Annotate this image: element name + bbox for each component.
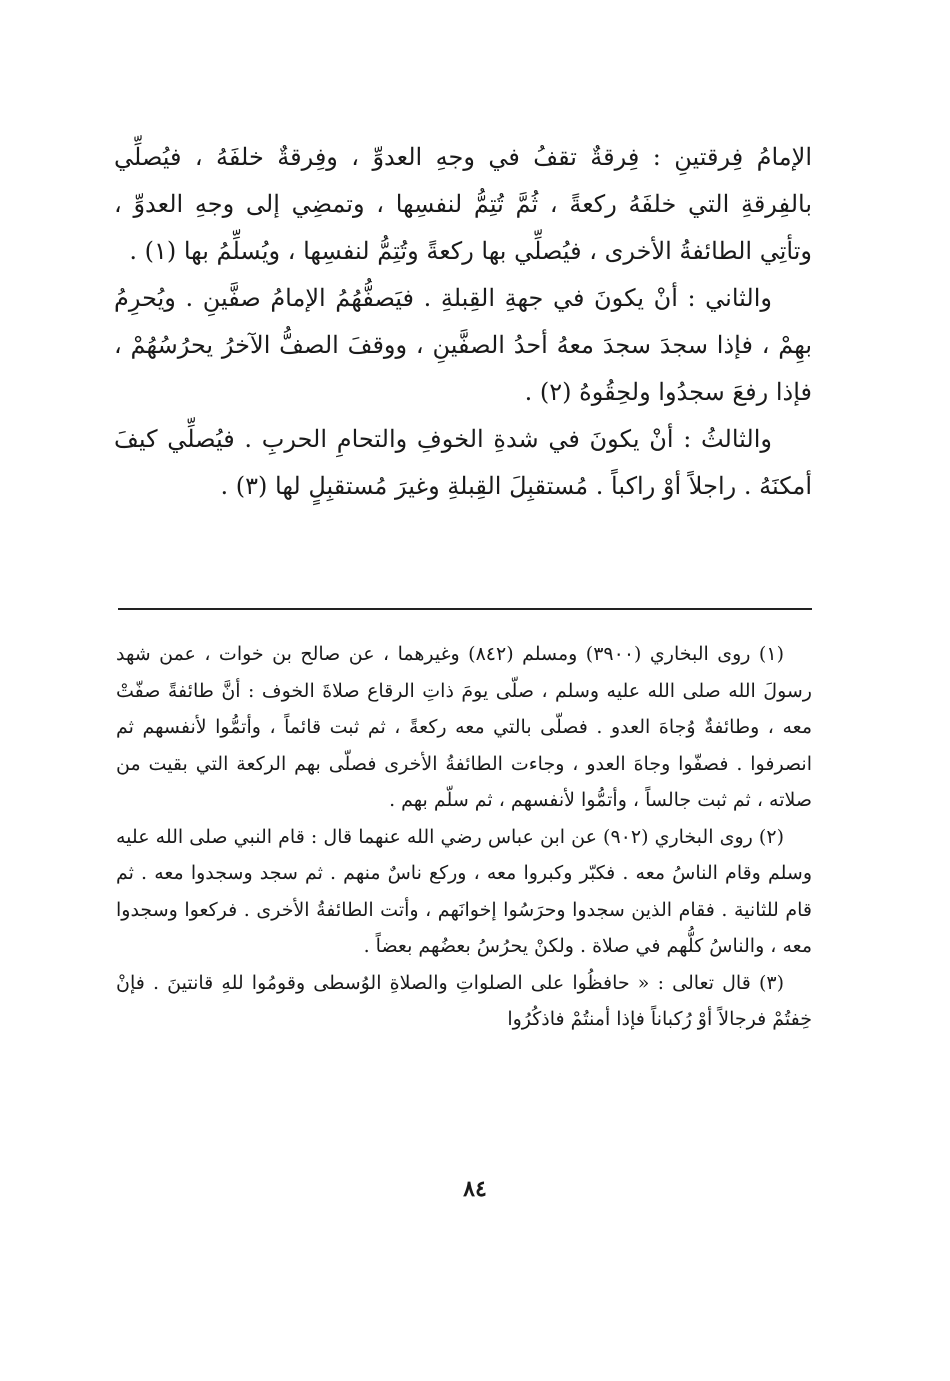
- footnote-1: (١) روى البخاري (٣٩٠٠) ومسلم (٨٤٢) وغيرهما ، عن صالح بن خوات ، عمن شهد رسولَ الله صلى الله عليه وسلم ، صلّى يومَ ذاتِ الرقاع صلاةَ الخوف : أنَّ طائفةً صفّتْ معه ، وطائفةٌ وُجاهَ العدو . فصلّى بالتي معه ركعةً ، ثم ثبت قائماً ، وأتمُّوا لأنفسهم ثم انصرفوا . فصفّوا وجاهَ العدو ، وجاءت الطائفةُ الأخرى فصلّى بهم الركعة التي بقيت من صلاته ، ثم ثبت جالساً ، وأتمُّوا لأنفسهم ، ثم سلّم بهم .: [116, 643, 812, 811]
- page-number: ٨٤: [463, 1176, 487, 1202]
- main-text: [114, 134, 812, 510]
- body-paragraph-1: الإمامُ فِرقتينِ : فِرقةٌ تقفُ في وجهِ العدوِّ ، وفِرقةٌ خلفَهُ ، فيُصلِّي بالفِرقةِ التي خلفَهُ ركعةً ، ثُمَّ تُتِمُّ لنفسِها ، وتمضِي إلى وجهِ العدوِّ ، وتأتِي الطائفةُ الأخرى ، فيُصلِّي بها ركعةً وتُتِمُّ لنفسِها ، ويُسلِّمُ بها (١) .: [114, 143, 812, 265]
- footnote-3: (٣) قال تعالى : « حافظُوا على الصلواتِ والصلاةِ الوُسطى وقومُوا للهِ قانتينَ . فإنْ خِفتُمْ فرجالاً أوْ رُكباناً فإذا أمنتُمْ فاذكُرُوا: [116, 971, 812, 1030]
- footnotes: [116, 636, 812, 1038]
- body-paragraph-2: والثاني : أنْ يكونَ في جهةِ القِبلةِ . فيَصفُّهُمُ الإمامُ صفَّينِ . ويُحرِمُ بهِمْ ، فإذا سجدَ سجدَ معهُ أحدُ الصفَّينِ ، ووقفَ الصفُّ الآخرُ يحرُسُهُمْ ، فإذا رفعَ سجدُوا ولحِقُوهُ (٢) .: [114, 284, 813, 406]
- footnote-2: (٢) روى البخاري (٩٠٢) عن ابن عباس رضي الله عنهما قال : قام النبي صلى الله عليه وسلم وقام الناسُ معه . فكبّر وكبروا معه ، وركع ناسٌ منهم . ثم سجد وسجدوا معه . ثم قام للثانية . فقام الذين سجدوا وحرَسُوا إخوانَهم ، وأتت الطائفةُ الأخرى . فركعوا وسجدوا معه ، والناسُ كلُّهم في صلاة . ولكنْ يحرُسُ بعضُهم بعضاً .: [116, 825, 812, 957]
- footnote-separator: [118, 608, 812, 610]
- body-paragraph-3: والثالثُ : أنْ يكونَ في شدةِ الخوفِ والتحامِ الحربِ . فيُصلِّي كيفَ أمكنَهُ . راجلاً أوْ راكباً . مُستقبِلَ القِبلةِ وغيرَ مُستقبِلٍ لها (٣) .: [114, 425, 812, 500]
